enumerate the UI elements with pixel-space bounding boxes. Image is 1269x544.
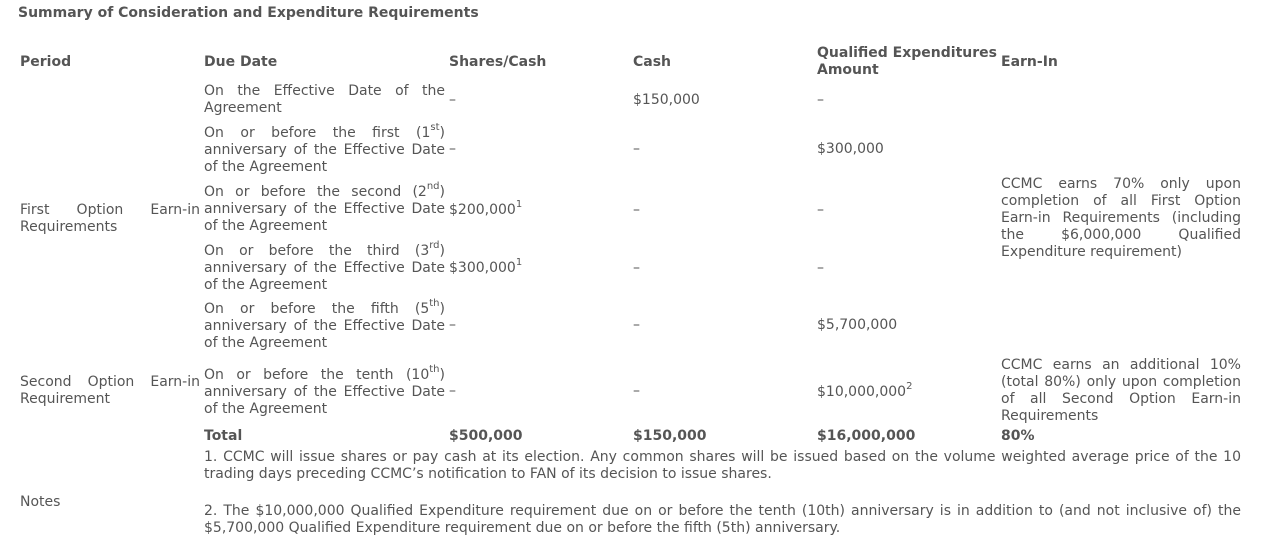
cash-cell: – bbox=[633, 317, 640, 333]
shares-cash-cell: – bbox=[449, 317, 456, 333]
shares-cash-cell: $300,000$^1$ bbox=[449, 257, 523, 276]
period-second-option: Second Option Earn-in Requirement bbox=[20, 374, 200, 407]
cash-cell: – bbox=[633, 141, 640, 157]
total-earn-in: 80% bbox=[1001, 428, 1035, 444]
cash-cell: $150,000 bbox=[633, 92, 700, 108]
due-date-cell: On or before the second (2nd) anniversary of the Effective Date of the Agreement bbox=[204, 181, 445, 234]
qualified-cell: $10,000,000$^2$ bbox=[817, 381, 913, 400]
due-date-cell: On or before the fifth (5th) anniversary of the Effective Date of the Agreement bbox=[204, 298, 445, 351]
earn-in-second: CCMC earns an additional 10% (total 80%) only upon completion of all Second Option Earn-in Requirements bbox=[1001, 357, 1241, 424]
shares-cash-cell: – bbox=[449, 92, 456, 108]
qualified-cell: – bbox=[817, 202, 824, 218]
header-earn-in: Earn-In bbox=[1001, 54, 1058, 70]
cash-cell: – bbox=[633, 260, 640, 276]
note-1: 1. CCMC will issue shares or pay cash at its election. Any common shares will be issued based on the volume weighted average price of the 10 trading days preceding CCMC’s notification to FAN of its decision to issue shares. bbox=[204, 449, 1241, 482]
total-shares: $500,000 bbox=[449, 428, 523, 444]
header-cash: Cash bbox=[633, 54, 672, 70]
earn-in-first: CCMC earns 70% only upon completion of all First Option Earn-in Requirements (including the $6,000,000 Qualified Expenditure requirement) bbox=[1001, 176, 1241, 260]
note-2: 2. The $10,000,000 Qualified Expenditure requirement due on or before the tenth (10th) anniversary is in addition to (and not inclusive of) the $5,700,000 Qualified Expenditure requirement due on or before the fifth (5th) anniversary. bbox=[204, 503, 1241, 536]
total-qualified: $16,000,000 bbox=[817, 428, 916, 444]
qualified-cell: – bbox=[817, 92, 824, 108]
due-date-cell: On or before the first (1st) anniversary of the Effective Date of the Agreement bbox=[204, 122, 445, 175]
shares-cash-cell: – bbox=[449, 141, 456, 157]
qualified-cell: – bbox=[817, 260, 824, 276]
shares-cash-cell: – bbox=[449, 383, 456, 399]
section-title: Summary of Consideration and Expenditure Requirements bbox=[18, 5, 479, 21]
total-label: Total bbox=[204, 428, 243, 444]
header-period: Period bbox=[20, 54, 72, 70]
qualified-cell: $300,000 bbox=[817, 141, 884, 157]
total-cash: $150,000 bbox=[633, 428, 707, 444]
period-notes: Notes bbox=[20, 494, 61, 510]
qualified-cell: $5,700,000 bbox=[817, 317, 898, 333]
due-date-cell: On or before the third (3rd) anniversary of the Effective Date of the Agreement bbox=[204, 240, 445, 293]
cash-cell: – bbox=[633, 383, 640, 399]
due-date-cell: On the Effective Date of the Agreement bbox=[204, 83, 445, 116]
header-shares-cash: Shares/Cash bbox=[449, 54, 547, 70]
cash-cell: – bbox=[633, 202, 640, 218]
period-first-option: First Option Earn-in Requirements bbox=[20, 202, 200, 235]
due-date-cell: On or before the tenth (10th) anniversary of the Effective Date of the Agreement bbox=[204, 364, 445, 417]
shares-cash-cell: $200,000$^1$ bbox=[449, 199, 523, 218]
header-due-date: Due Date bbox=[204, 54, 278, 70]
header-qualified-expenditures: Qualified Expenditures Amount bbox=[817, 45, 997, 78]
